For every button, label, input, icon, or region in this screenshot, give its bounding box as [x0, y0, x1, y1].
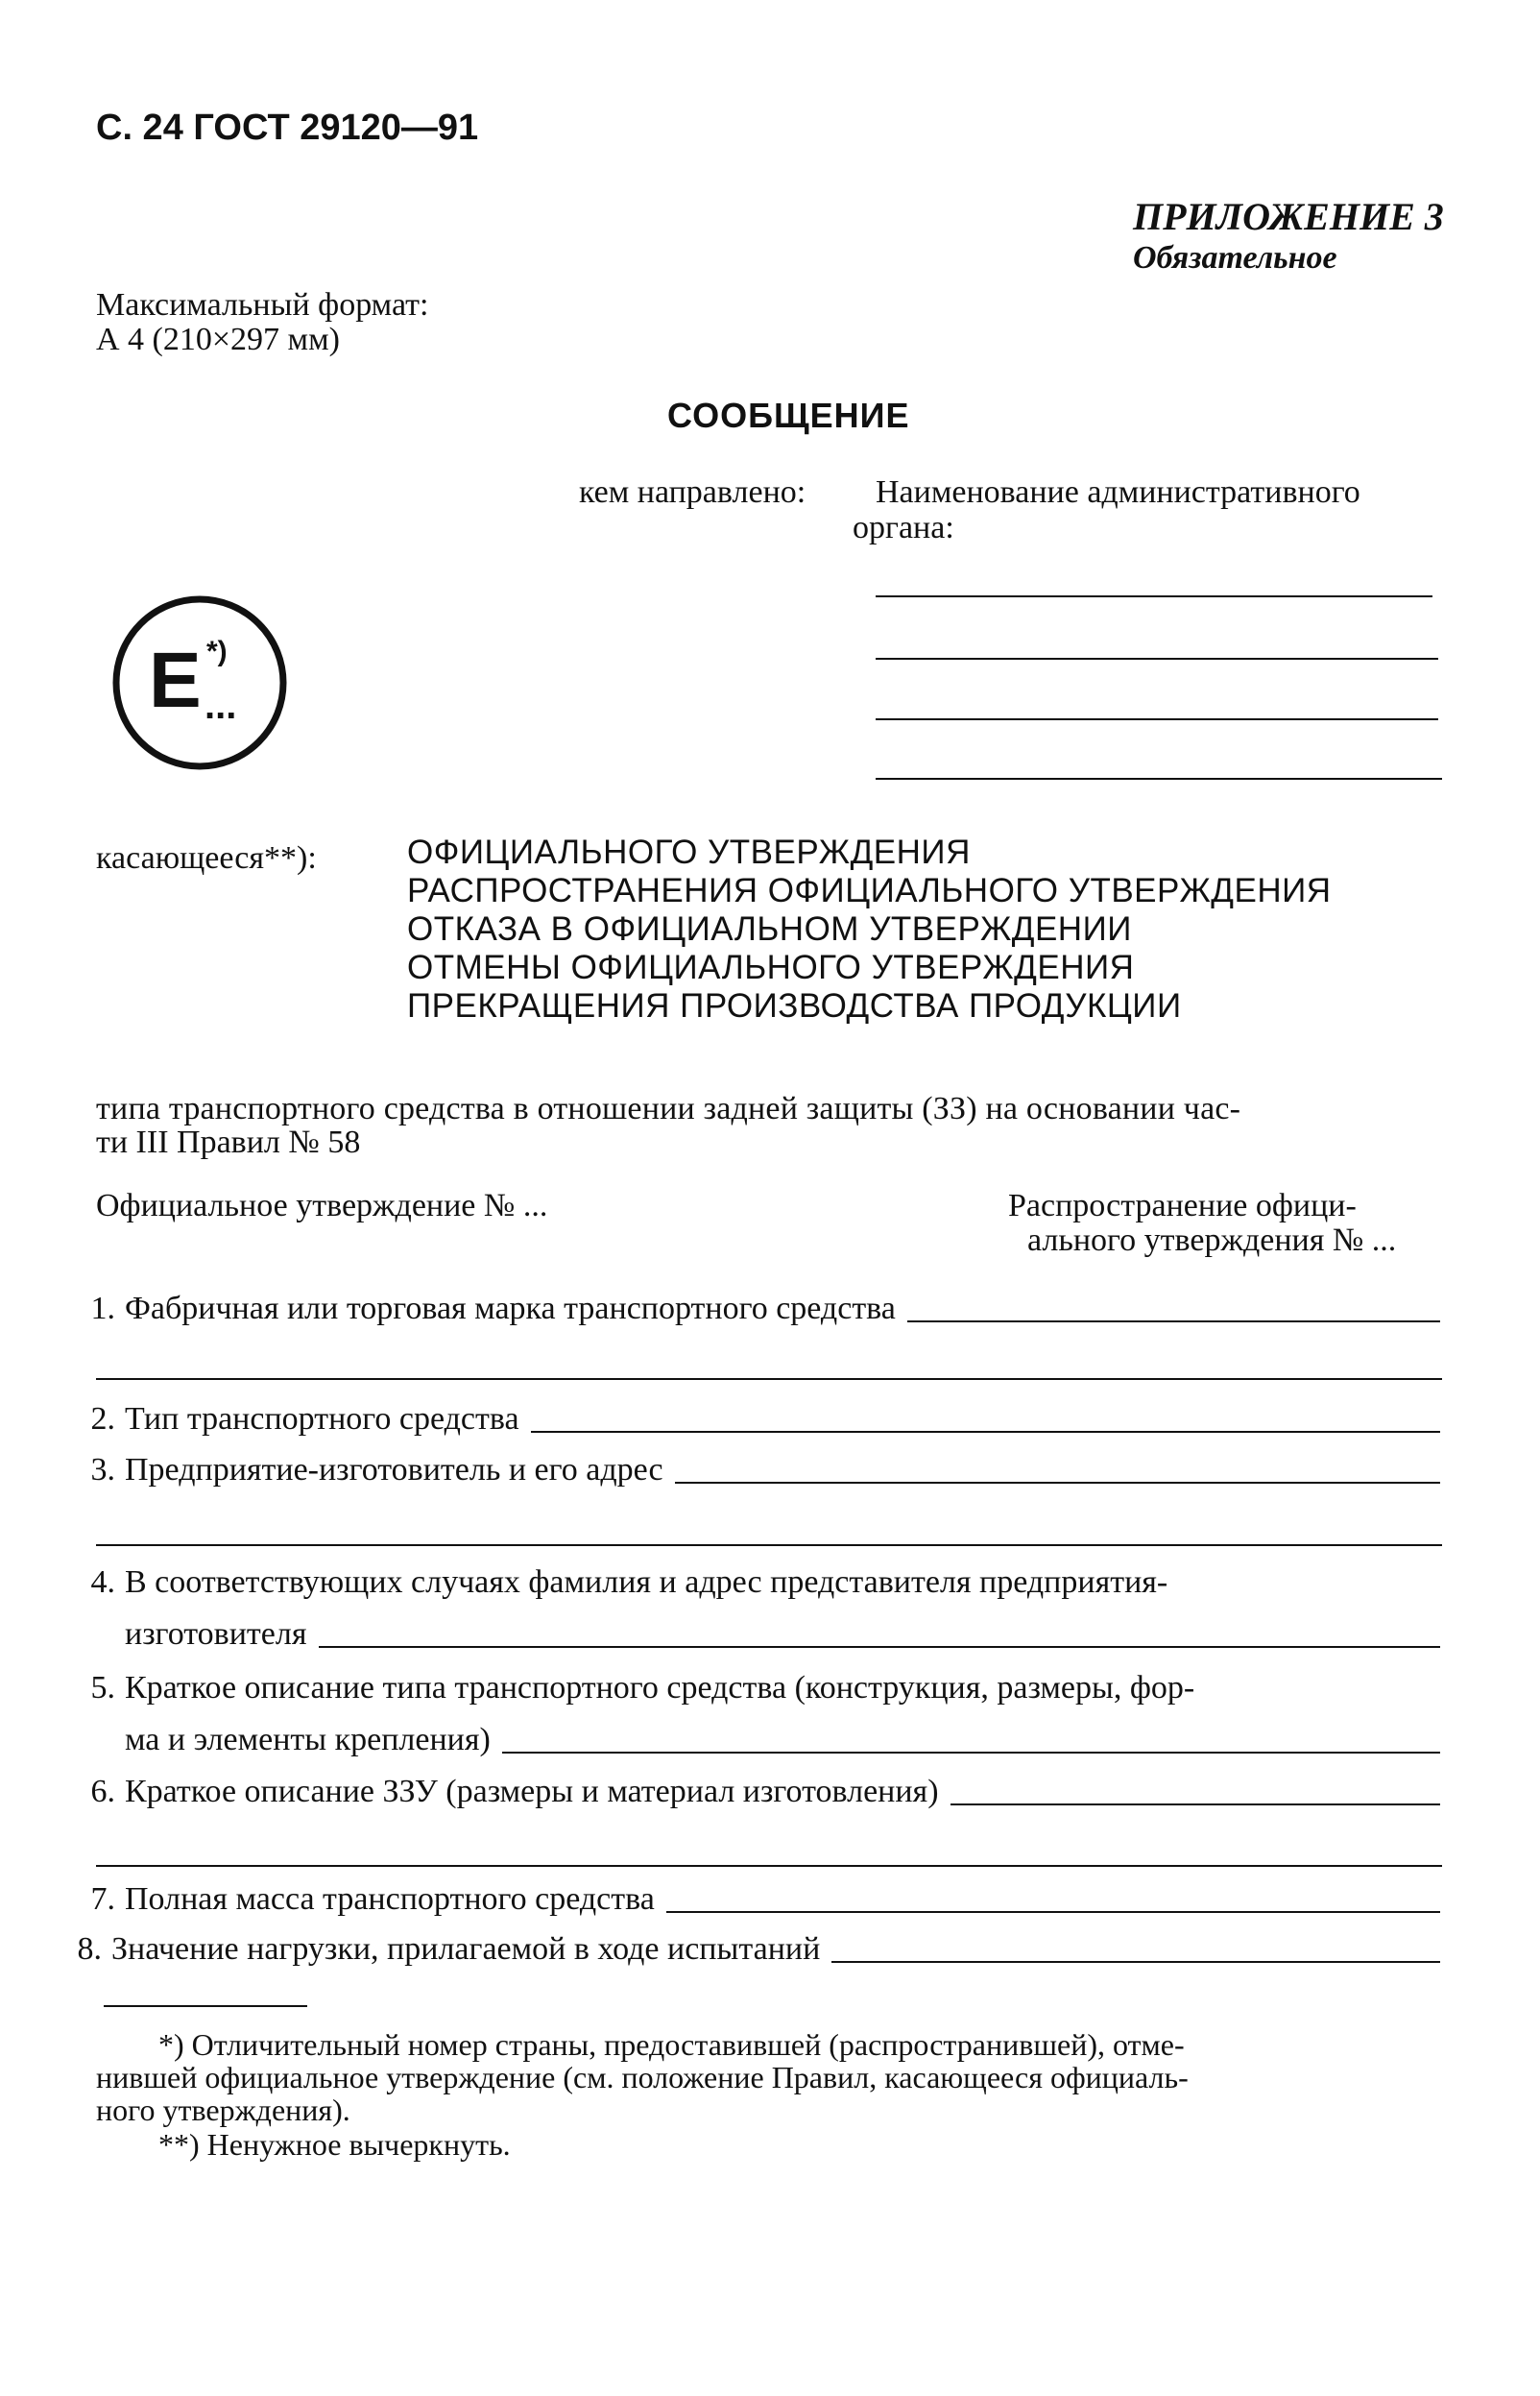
concerning-option: РАСПРОСТРАНЕНИЯ ОФИЦИАЛЬНОГО УТВЕРЖДЕНИЯ — [407, 872, 1332, 909]
approval-number: Официальное утверждение № ... — [96, 1188, 548, 1223]
item-number: 1. — [90, 1291, 115, 1326]
footnote-2: **) Ненужное вычеркнуть. — [158, 2127, 511, 2162]
concerning-options — [407, 834, 1332, 1026]
item-label: Предприятие-изготовитель и его адрес — [125, 1452, 663, 1488]
concerning-option: ОТМЕНЫ ОФИЦИАЛЬНОГО УТВЕРЖДЕНИЯ — [407, 949, 1135, 986]
item-extra-line — [96, 1544, 1442, 1546]
form-item-8 — [63, 1932, 1440, 1967]
concerning-option: ОТКАЗА В ОФИЦИАЛЬНОМ УТВЕРЖДЕНИИ — [407, 910, 1132, 948]
sender-blank-line — [876, 658, 1438, 660]
footnote-separator — [104, 2005, 307, 2007]
item-fill-line — [831, 1961, 1440, 1963]
item-label: Краткое описание ЗЗУ (размеры и материал изготовления) — [125, 1774, 939, 1809]
item-label-cont: изготовителя — [125, 1616, 307, 1652]
form-item-4-cont — [125, 1617, 1440, 1652]
document-title: СООБЩЕНИЕ — [667, 396, 910, 435]
form-item-2 — [77, 1402, 1440, 1437]
appendix-status: Обязательное — [1133, 240, 1337, 276]
item-fill-line — [531, 1431, 1440, 1433]
item-extra-line — [96, 1378, 1442, 1380]
item-number: 3. — [90, 1452, 115, 1488]
item-number: 8. — [77, 1931, 102, 1967]
subject-line-1: типа транспортного средства в отношении задней защиты (ЗЗ) на основании час- — [96, 1091, 1241, 1126]
item-label: Тип транспортного средства — [125, 1401, 519, 1437]
approval-mark-footnote-ref: *) — [206, 636, 228, 667]
extension-number-line-2: ального утверждения № ... — [1027, 1222, 1397, 1258]
item-fill-line — [502, 1752, 1440, 1754]
item-fill-line — [319, 1646, 1441, 1648]
approval-mark-emblem — [110, 593, 289, 772]
item-extra-line — [96, 1865, 1442, 1867]
item-number: 5. — [90, 1670, 115, 1706]
format-line-1: Максимальный формат: — [96, 287, 429, 323]
footnote-1-line-2: нившей официальное утверждение (см. положение Правил, касающееся официаль- — [96, 2060, 1189, 2094]
format-line-2: А 4 (210×297 мм) — [96, 322, 340, 357]
footnote-1-line-3: ного утверждения). — [96, 2093, 350, 2127]
item-number: 7. — [90, 1881, 115, 1917]
extension-number-line-1: Распространение офици- — [1008, 1188, 1357, 1223]
appendix-title: ПРИЛОЖЕНИЕ 3 — [1133, 195, 1444, 238]
form-item-6 — [77, 1775, 1440, 1809]
form-item-5 — [77, 1671, 1194, 1706]
form-item-3 — [77, 1453, 1440, 1488]
approval-mark-dots: ... — [205, 685, 237, 727]
form-item-4 — [77, 1565, 1167, 1600]
page-header-code: С. 24 ГОСТ 29120—91 — [96, 108, 479, 148]
form-item-7 — [77, 1882, 1440, 1917]
sender-value-line-2: органа: — [853, 510, 954, 545]
sender-blank-line — [876, 595, 1432, 597]
sender-blank-line — [876, 778, 1442, 780]
item-label: В соответствующих случаях фамилия и адрес представителя предприятия- — [125, 1564, 1168, 1600]
item-label: Значение нагрузки, прилагаемой в ходе испытаний — [111, 1931, 821, 1967]
concerning-option: ПРЕКРАЩЕНИЯ ПРОИЗВОДСТВА ПРОДУКЦИИ — [407, 987, 1182, 1025]
item-fill-line — [666, 1911, 1440, 1913]
form-item-1 — [77, 1292, 1440, 1326]
item-label: Краткое описание типа транспортного средства (конструкция, размеры, фор- — [125, 1670, 1195, 1706]
item-fill-line — [950, 1803, 1440, 1805]
approval-mark-letter: E — [149, 637, 202, 724]
footnote-1-line-1: *) Отличительный номер страны, предоставившей (распространившей), отме- — [158, 2027, 1185, 2062]
item-number: 2. — [90, 1401, 115, 1437]
item-label: Фабричная или торговая марка транспортного средства — [125, 1291, 896, 1326]
item-label-cont: ма и элементы крепления) — [125, 1722, 491, 1757]
sender-blank-line — [876, 718, 1438, 720]
concerning-option: ОФИЦИАЛЬНОГО УТВЕРЖДЕНИЯ — [407, 834, 971, 871]
item-label: Полная масса транспортного средства — [125, 1881, 655, 1917]
form-item-5-cont — [125, 1723, 1440, 1757]
concerning-label: касающееся**): — [96, 840, 317, 876]
item-number: 6. — [90, 1774, 115, 1809]
item-number: 4. — [90, 1564, 115, 1600]
item-fill-line — [675, 1482, 1440, 1484]
item-fill-line — [907, 1320, 1440, 1322]
subject-line-2: ти III Правил № 58 — [96, 1125, 361, 1160]
sender-value-line-1: Наименование административного — [876, 474, 1360, 510]
sender-label: кем направлено: — [579, 474, 806, 510]
